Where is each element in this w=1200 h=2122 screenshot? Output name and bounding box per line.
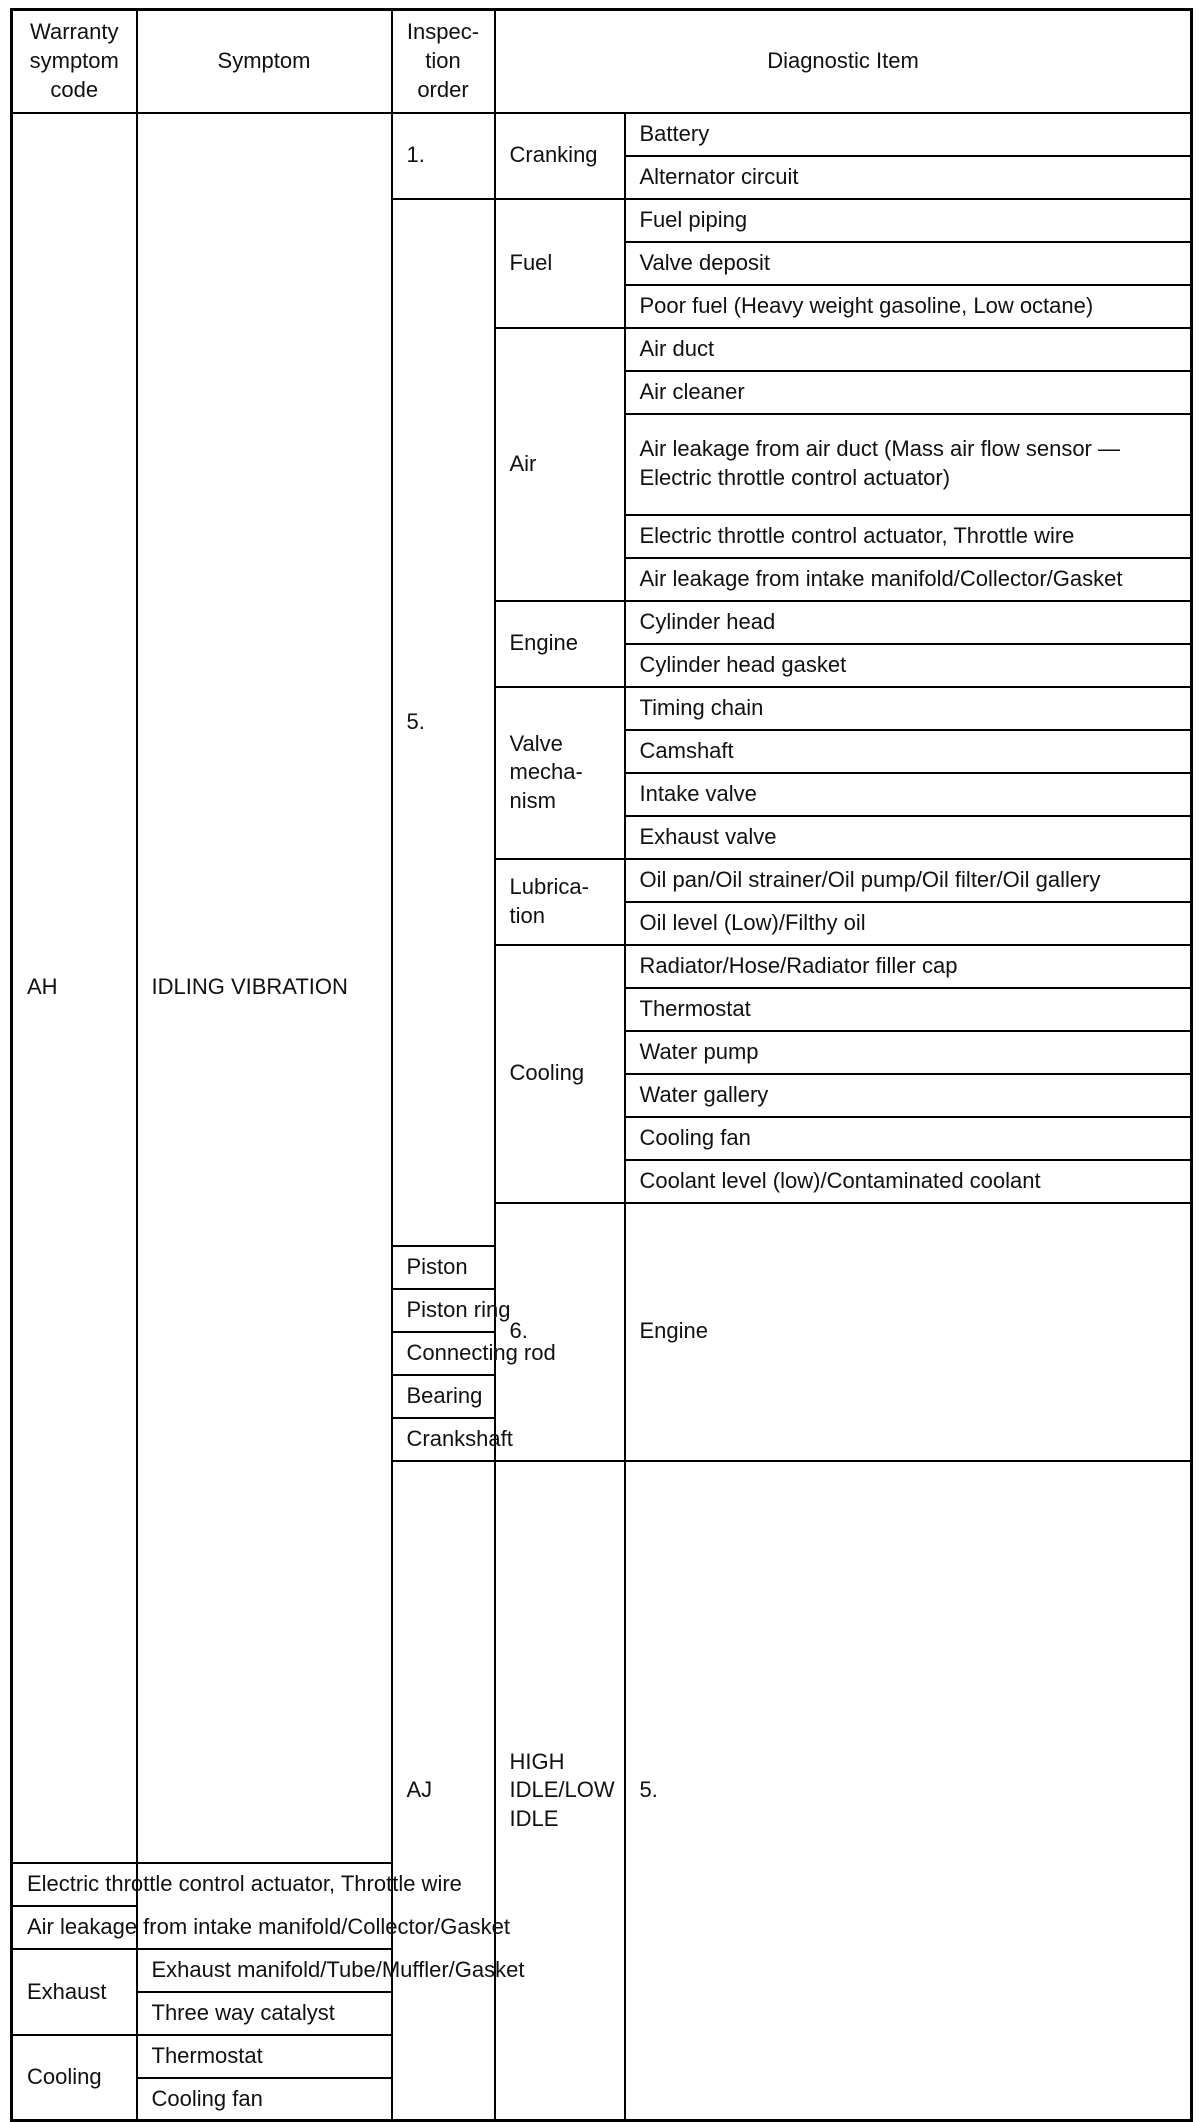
diagnostic-item: Timing chain (625, 687, 1192, 730)
inspection-order-cell: 1. (392, 113, 495, 199)
header-inspection-order: Inspec- tion order (392, 10, 495, 113)
diagnostic-item: Air leakage from intake manifold/Collector/Gasket (625, 558, 1192, 601)
category-cell (495, 687, 625, 859)
diagnostic-item: Connecting rod (392, 1332, 495, 1375)
category-cell (495, 859, 625, 945)
diagnostic-item: Air duct (625, 328, 1192, 371)
category-label: Lubrica- tion (509, 873, 589, 928)
diagnostic-item: Exhaust valve (625, 816, 1192, 859)
diagnostic-item: Oil level (Low)/Filthy oil (625, 902, 1192, 945)
category-cell: Engine (495, 601, 625, 687)
warranty-code-cell: AH (12, 113, 137, 1863)
category-cell: Air (495, 328, 625, 601)
inspection-order-cell: 5. (625, 1461, 1192, 2121)
category-cell: Fuel (495, 199, 625, 328)
symptom-cell: IDLING VIBRATION (137, 113, 392, 1863)
diagnostic-item: Alternator circuit (625, 156, 1192, 199)
diagnostic-item: Piston (392, 1246, 495, 1289)
diagnostic-item: Air leakage from intake manifold/Collector/Gasket (12, 1906, 137, 1949)
inspection-order-cell: 5. (392, 199, 495, 1246)
diagnostic-item: Cylinder head (625, 601, 1192, 644)
diagnostic-item: Thermostat (625, 988, 1192, 1031)
diagnostic-item: Intake valve (625, 773, 1192, 816)
diagnostic-item: Fuel piping (625, 199, 1192, 242)
diagnostic-item: Piston ring (392, 1289, 495, 1332)
category-cell: Engine (625, 1203, 1192, 1461)
header-diagnostic-item: Diagnostic Item (495, 10, 1192, 113)
inspection-order-cell: 6. (495, 1203, 625, 1461)
category-cell: Cooling (12, 2035, 137, 2121)
symptom-cell: HIGH IDLE/LOW IDLE (495, 1461, 625, 2121)
warranty-code-cell: AJ (392, 1461, 495, 2121)
diagnostic-item: Poor fuel (Heavy weight gasoline, Low octane) (625, 285, 1192, 328)
diagnostic-item: Water gallery (625, 1074, 1192, 1117)
diagnostic-item: Valve deposit (625, 242, 1192, 285)
diagnostic-item: Air cleaner (625, 371, 1192, 414)
diagnostic-item: Electric throttle control actuator, Throttle wire (12, 1863, 137, 1906)
category-label: Valve mecha- nism (509, 730, 583, 813)
diagnostic-item: Three way catalyst (137, 1992, 392, 2035)
diagnostic-item: Coolant level (low)/Contaminated coolant (625, 1160, 1192, 1203)
diagnostic-table (10, 8, 1193, 2122)
category-cell: Cranking (495, 113, 625, 199)
category-cell: Cooling (495, 945, 625, 1203)
diagnostic-item: Cooling fan (137, 2078, 392, 2121)
diagnostic-item: Camshaft (625, 730, 1192, 773)
diagnostic-item: Cooling fan (625, 1117, 1192, 1160)
header-warranty-code: Warranty symptom code (12, 10, 137, 113)
diagnostic-item: Cylinder head gasket (625, 644, 1192, 687)
diagnostic-item: Electric throttle control actuator, Throttle wire (625, 515, 1192, 558)
diagnostic-item: Oil pan/Oil strainer/Oil pump/Oil filter/Oil gallery (625, 859, 1192, 902)
diagnostic-item: Bearing (392, 1375, 495, 1418)
diagnostic-item: Radiator/Hose/Radiator filler cap (625, 945, 1192, 988)
category-cell: Exhaust (12, 1949, 137, 2035)
diagnostic-item: Air leakage from air duct (Mass air flow sensor — Electric throttle control actuator) (625, 414, 1192, 515)
diagnostic-item: Crankshaft (392, 1418, 495, 1461)
diagnostic-item: Battery (625, 113, 1192, 156)
diagnostic-item: Exhaust manifold/Tube/Muffler/Gasket (137, 1949, 392, 1992)
diagnostic-item: Water pump (625, 1031, 1192, 1074)
diagnostic-item: Thermostat (137, 2035, 392, 2078)
header-symptom: Symptom (137, 10, 392, 113)
